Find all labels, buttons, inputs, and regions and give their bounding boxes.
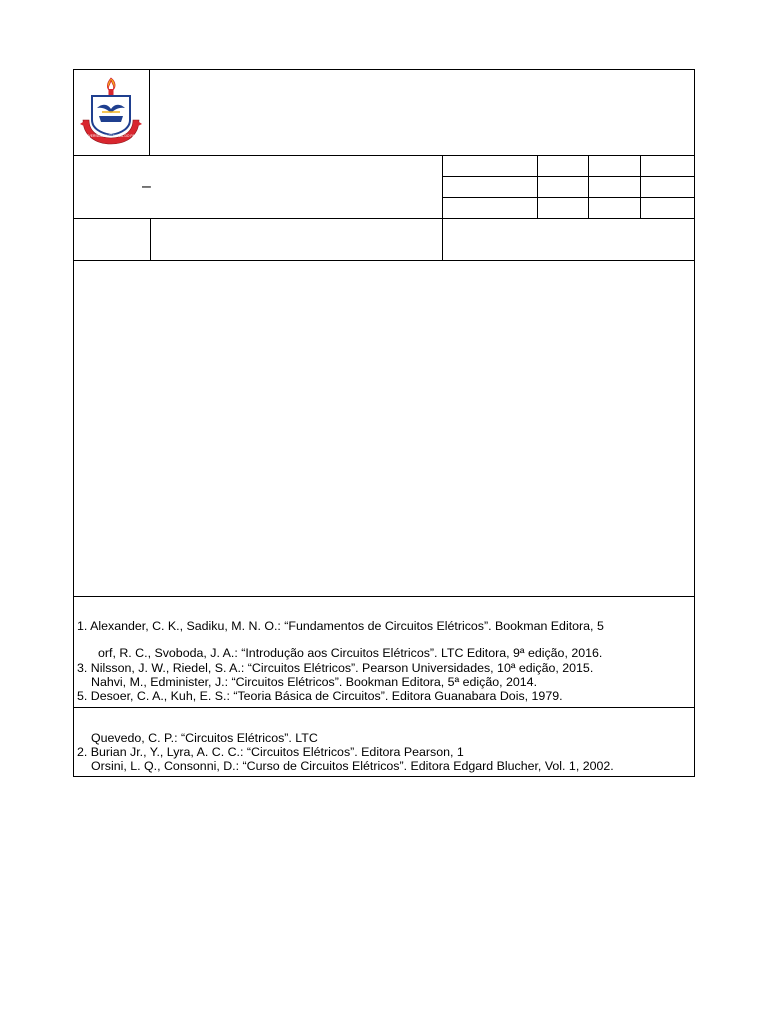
grid-column-divider-1 [442, 155, 443, 260]
basic-reference-item: orf, R. C., Svoboda, J. A.: “Introdução aos Circuitos Elétricos”. LTC Editora, 9ª edição, 2016. [98, 646, 603, 660]
grid-column-divider-2 [537, 155, 538, 218]
basic-bibliography-divider [73, 596, 695, 597]
complementary-bibliography-divider [73, 707, 695, 708]
university-crest-icon [78, 76, 144, 152]
grid-column-divider-3 [588, 155, 589, 218]
content-area-divider [73, 260, 695, 261]
basic-reference-item: 3. Nilsson, J. W., Riedel, S. A.: “Circuitos Elétricos”. Pearson Universidades, 10ª edição, 2015. [77, 661, 594, 675]
grid-column-divider-4 [640, 155, 641, 218]
course-title-dash: – [142, 178, 151, 195]
basic-reference-item: 5. Desoer, C. A., Kuh, E. S.: “Teoria Básica de Circuitos”. Editora Guanabara Dois, 1979. [77, 689, 563, 703]
complementary-reference-item: 2. Burian Jr., Y., Lyra, A. C. C.: “Circuitos Elétricos”. Editora Pearson, 1 [77, 745, 464, 759]
info-row-divider [73, 218, 695, 219]
logo-cell-divider [149, 69, 150, 155]
complementary-reference-item: Quevedo, C. P.: “Circuitos Elétricos”. LTC [91, 731, 318, 745]
basic-reference-item: 1. Alexander, C. K., Sadiku, M. N. O.: “Fundamentos de Circuitos Elétricos”. Bookman Editora, 5 [77, 619, 604, 633]
grid-row-divider-1 [442, 176, 695, 177]
complementary-reference-item: Orsini, L. Q., Consonni, D.: “Curso de Circuitos Elétricos”. Editora Edgard Blucher, Vol. 1, 2002. [91, 759, 614, 773]
basic-reference-item: Nahvi, M., Edminister, J.: “Circuitos Elétricos”. Bookman Editora, 5ª edição, 2014. [91, 675, 538, 689]
svg-text:UNIVERSIDADE FEDERAL DO PARÁ: UNIVERSIDADE FEDERAL DO PARÁ [82, 134, 140, 138]
header-divider [73, 155, 695, 156]
grid-row-divider-2 [442, 197, 695, 198]
info-label-divider [150, 218, 151, 260]
